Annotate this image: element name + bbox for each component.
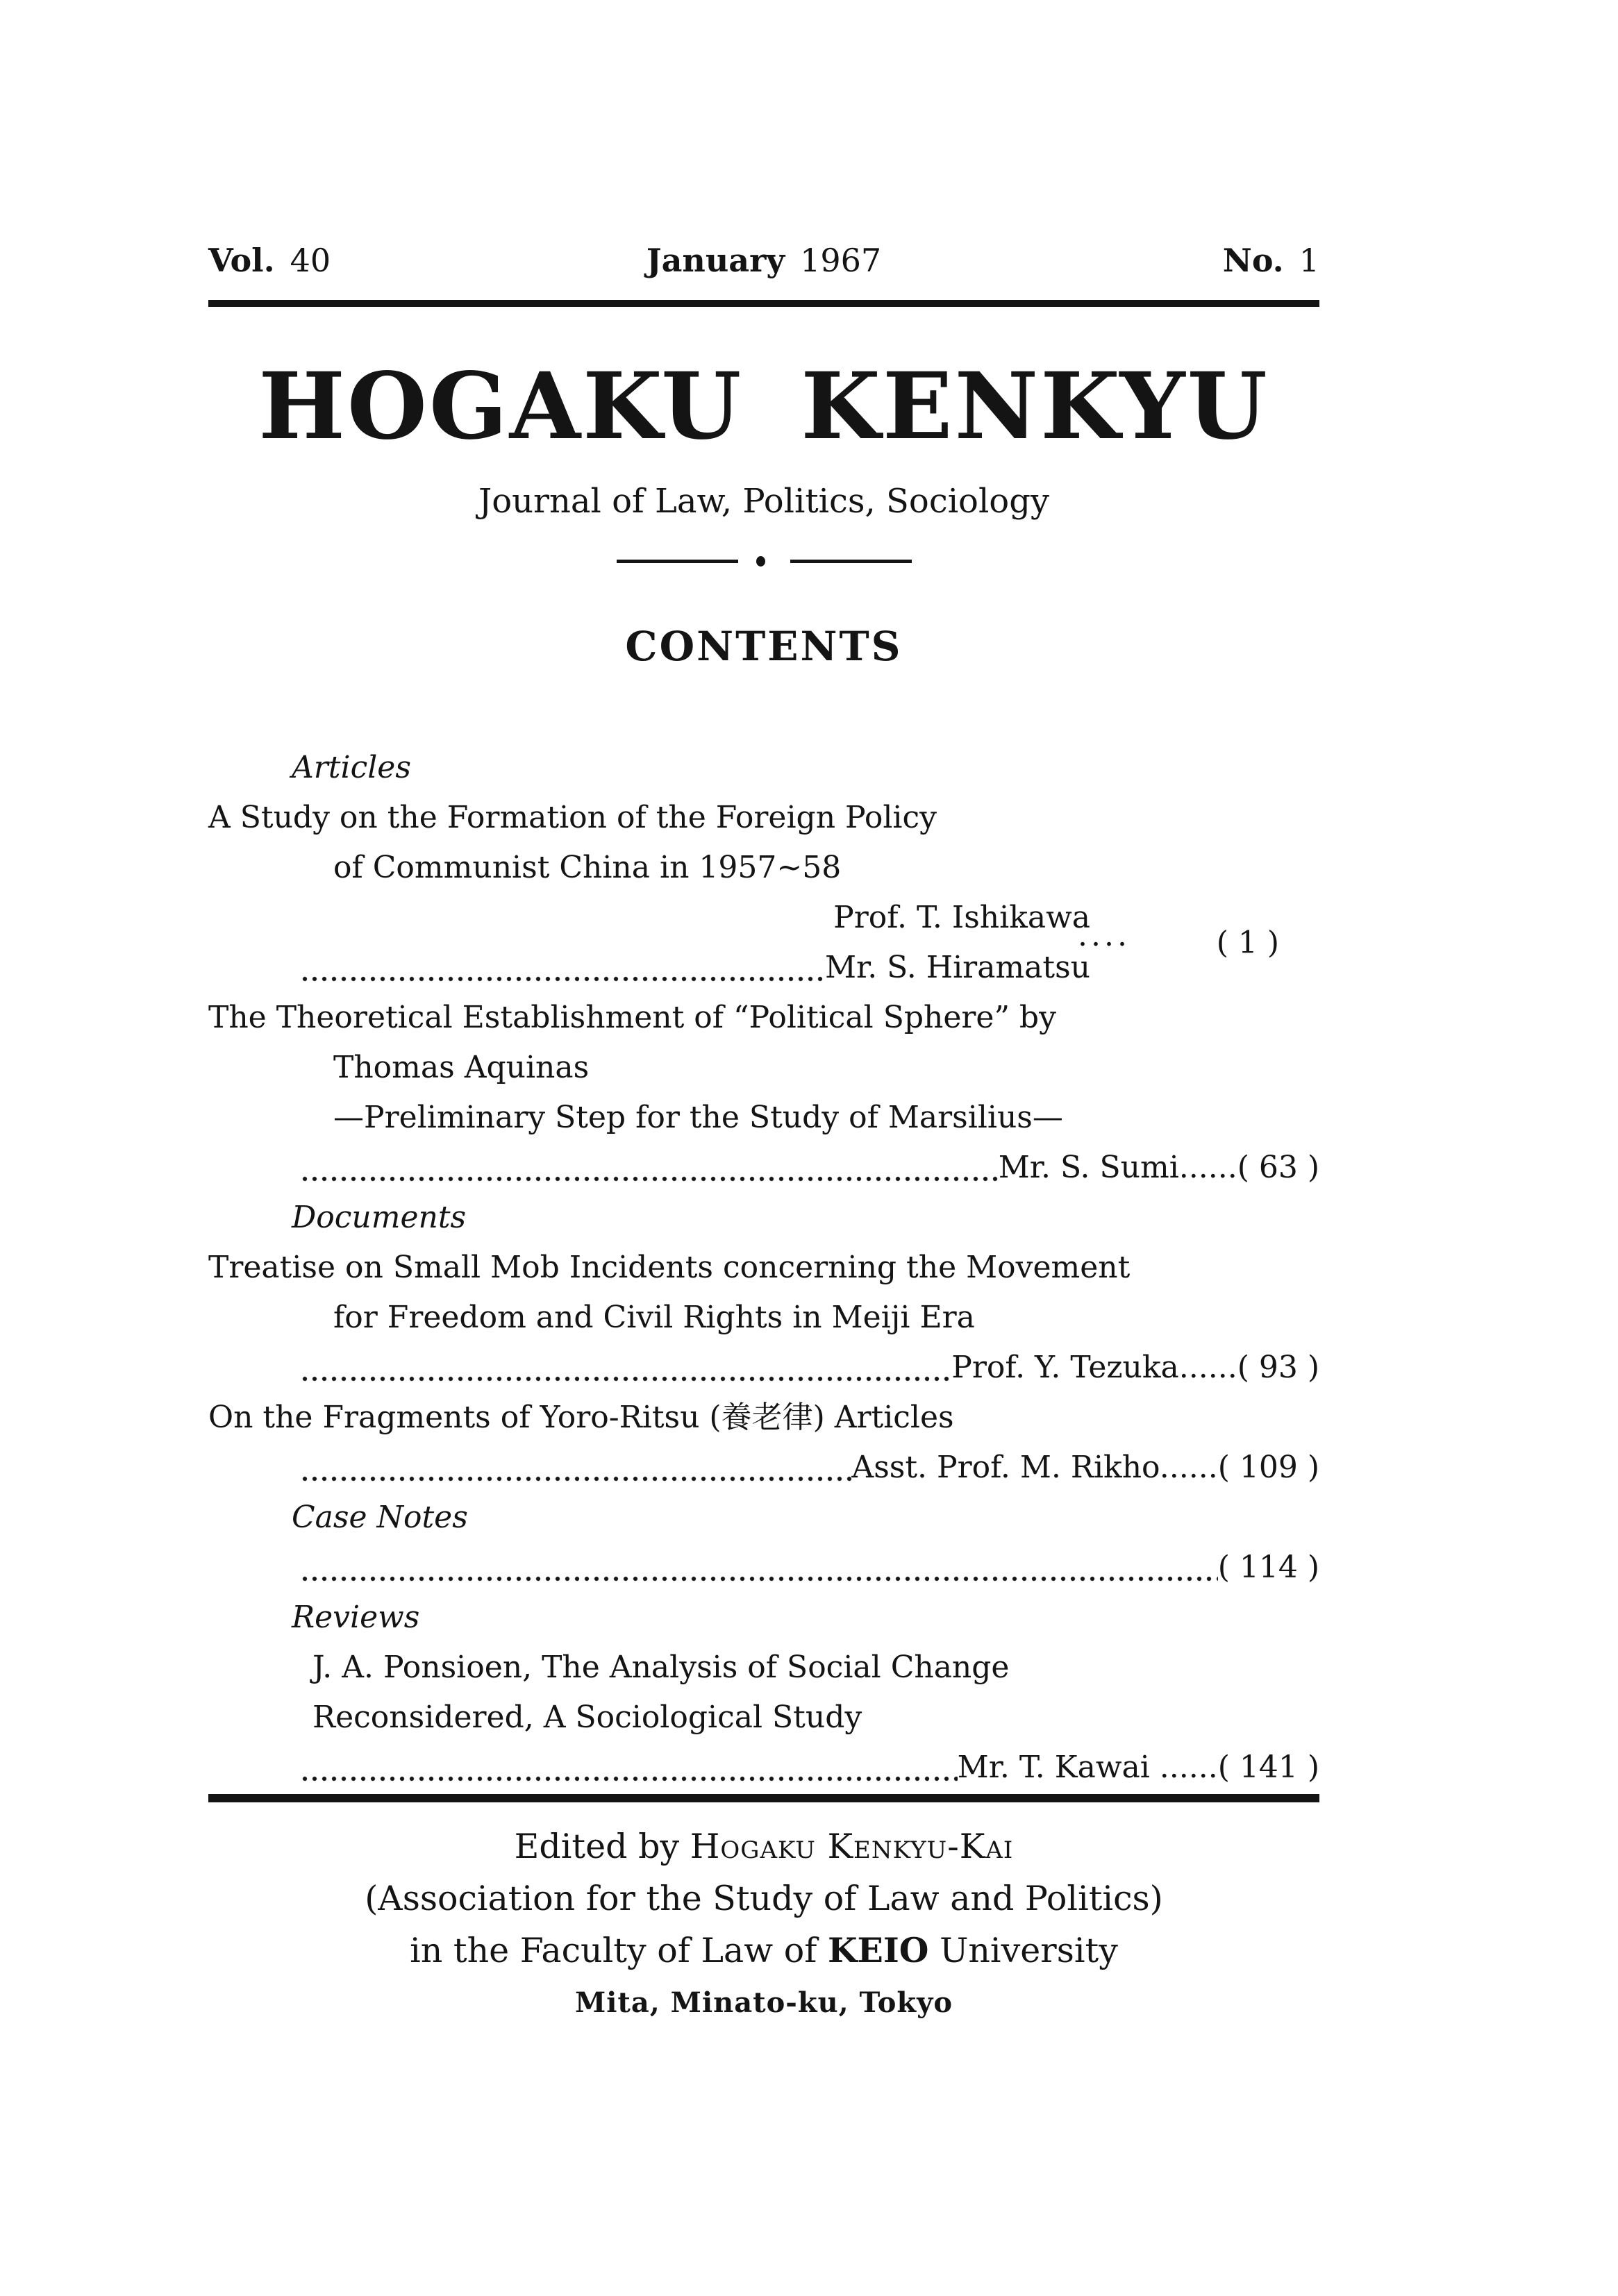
toc-section-label-reviews: Reviews — [292, 1599, 420, 1635]
toc-page-number: ( 1 ) — [1216, 925, 1279, 961]
toc-author: Prof. Y. Tezuka...... — [951, 1349, 1237, 1385]
toc-entry-title: A Study on the Formation of the Foreign Policy — [208, 799, 937, 835]
toc-leader-row — [208, 1143, 1319, 1193]
toc-author-row — [208, 943, 1319, 993]
address-line: Mita, Minato-ku, Tokyo — [574, 1986, 953, 2019]
toc-author: Mr. S. Sumi...... — [998, 1149, 1237, 1185]
toc-entry-title-continuation: for Freedom and Civil Rights in Meiji Era — [333, 1299, 975, 1335]
contents-heading: CONTENTS — [625, 622, 903, 670]
divider-ornament — [208, 557, 1319, 567]
edited-by-prefix: Edited by — [514, 1826, 680, 1866]
toc-page-number: ( 63 ) — [1237, 1149, 1319, 1185]
toc-entry-title-continuation: Reconsidered, A Sociological Study — [312, 1699, 862, 1735]
toc-entry-title: On the Fragments of Yoro-Ritsu (養老律) Articles — [208, 1399, 954, 1435]
dot-leader — [302, 1776, 958, 1782]
volume-field — [208, 242, 578, 279]
toc-author: Prof. T. Ishikawa — [833, 899, 1090, 935]
issue-label: No. — [1222, 242, 1284, 279]
toc-leader-row — [208, 1343, 1319, 1393]
toc-entry-title-continuation: Thomas Aquinas — [333, 1049, 590, 1085]
toc-leader-row — [208, 1743, 1319, 1793]
dot-leader — [302, 1176, 999, 1182]
toc-section-label-case-notes: Case Notes — [292, 1499, 468, 1535]
toc-entry-title: J. A. Ponsioen, The Analysis of Social Change — [312, 1649, 1010, 1685]
toc-entry-title-continuation: of Communist China in 1957~58 — [333, 849, 842, 885]
university-name: KEIO — [827, 1929, 929, 1970]
faculty-line — [208, 1925, 1319, 1977]
toc-section-label-documents: Documents — [292, 1199, 467, 1235]
toc-author: Mr. T. Kawai ...... — [957, 1749, 1218, 1785]
year-label: 1967 — [800, 242, 882, 279]
toc-leader-row — [208, 1543, 1319, 1593]
association-name: Hogaku Kenkyu-Kai — [690, 1826, 1014, 1866]
toc-page-number: ( 93 ) — [1237, 1349, 1319, 1385]
toc-author: Asst. Prof. M. Rikho...... — [851, 1449, 1218, 1485]
page-content — [208, 0, 1319, 2029]
masthead-row — [208, 242, 1319, 279]
toc-entry-subtitle: —Preliminary Step for the Study of Marsilius— — [333, 1099, 1063, 1135]
toc-author-row — [208, 893, 1319, 943]
toc-leader-row — [208, 1443, 1319, 1493]
dot-leader — [302, 1476, 851, 1482]
ornament-dot — [756, 556, 765, 567]
toc-page-number: ( 109 ) — [1217, 1449, 1319, 1485]
ornament-line-left — [617, 560, 738, 563]
toc-author: Mr. S. Hiramatsu — [824, 949, 1090, 985]
imprint — [208, 1820, 1319, 2029]
faculty-suffix: University — [940, 1930, 1118, 1970]
dot-leader — [302, 1576, 1218, 1582]
volume-label: Vol. — [208, 242, 275, 279]
toc-page-number: ( 114 ) — [1217, 1549, 1319, 1585]
journal-title: HOGAKU KENKYU — [258, 353, 1269, 460]
edited-by-line — [208, 1820, 1319, 1872]
ornament-line-right — [790, 560, 912, 563]
toc-entry-title: The Theoretical Establishment of “Political Sphere” by — [208, 999, 1056, 1035]
dot-leader — [302, 976, 825, 982]
date-field — [578, 242, 949, 279]
toc-section-label-articles: Articles — [292, 749, 411, 785]
journal-subtitle: Journal of Law, Politics, Sociology — [478, 482, 1050, 521]
month-label: January — [646, 242, 785, 279]
faculty-prefix: in the Faculty of Law of — [410, 1930, 817, 1970]
table-of-contents — [208, 743, 1319, 1793]
issue-field — [949, 242, 1319, 279]
footer-rule — [208, 1794, 1319, 1802]
toc-entry-title: Treatise on Small Mob Incidents concerning the Movement — [208, 1249, 1131, 1285]
issue-number: 1 — [1299, 242, 1319, 279]
toc-entry-authors-block: Prof. T. Ishikawa Mr. S. Hiramatsu .... ( 1 ) — [208, 893, 1319, 993]
association-full-line: (Association for the Study of Law and Politics) — [365, 1878, 1163, 1918]
volume-number: 40 — [290, 242, 331, 279]
toc-page-number: ( 141 ) — [1217, 1749, 1319, 1785]
dot-leader — [302, 1376, 951, 1382]
header-rule — [208, 300, 1319, 307]
